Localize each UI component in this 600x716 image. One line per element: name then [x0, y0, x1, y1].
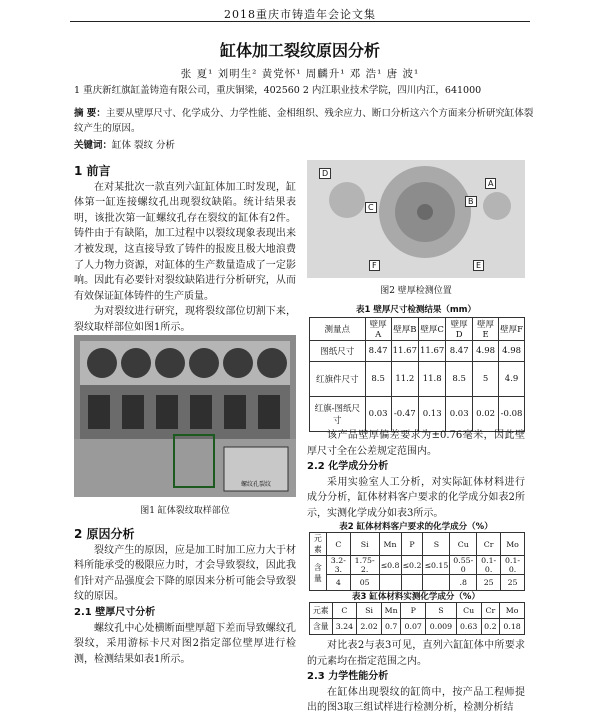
table-row	[310, 397, 525, 432]
table-cell: Mn	[381, 603, 400, 619]
table-row	[310, 341, 525, 362]
table-cell	[379, 575, 401, 591]
figure-1-caption: 图1 缸体裂纹取样部位	[140, 506, 230, 516]
fig2-label-e: E	[473, 260, 484, 271]
table-3-caption: 表3 缸体材料实测化学成分（%）	[352, 592, 480, 602]
paragraph-7: 对比表2与表3可见，直列六缸缸体中所要求的元素均在指定范围之内。	[307, 640, 525, 667]
table-cell: 壁厚D	[446, 318, 473, 341]
section-2-2-title: 2.2 化学成分分析	[307, 461, 389, 473]
table-cell: 图纸尺寸	[310, 341, 366, 362]
table-cell: 11.67	[391, 341, 418, 362]
table-cell: Mn	[379, 533, 401, 556]
table-cell: 3.24	[332, 619, 357, 635]
table-3-header	[310, 603, 525, 619]
table-cell: Cr	[477, 533, 501, 556]
table-cell: C	[332, 603, 357, 619]
paragraph-5: 该产品壁厚偏差要求为±0.76毫米，因此壁厚尺寸全在公差规定范围内。	[307, 430, 525, 457]
table-cell: 25	[477, 575, 501, 591]
table-3	[309, 602, 525, 635]
table-cell: 红旗-图纸尺寸	[310, 397, 366, 432]
table-cell: 红旗件尺寸	[310, 362, 366, 397]
table-cell	[423, 575, 450, 591]
table-row	[310, 575, 525, 591]
paper-title: 缸体加工裂纹原因分析	[219, 41, 380, 60]
table-cell: 壁厚C	[418, 318, 445, 341]
fig2-label-d: D	[319, 168, 331, 179]
figure-2-caption: 图2 壁厚检测位置	[380, 286, 452, 296]
paragraph-3: 裂纹产生的原因，应是加工时加工应力大于材料所能承受的极限应力时，才会导致裂纹，因此我们针对产品强度会下降的原因来分析可能会导致裂纹的原因。	[74, 544, 296, 603]
fig2-label-c: C	[365, 202, 377, 213]
table-cell: 8.5	[365, 362, 391, 397]
table-cell: 0.1-0.	[477, 556, 501, 575]
author-list: 张 夏¹ 刘明生² 黄党怀¹ 周麟升¹ 邓 浩¹ 唐 波¹	[180, 68, 420, 80]
table-row	[310, 362, 525, 397]
keywords-label: 关键词：	[74, 140, 113, 151]
table-row	[310, 619, 525, 635]
header-rule	[70, 21, 530, 22]
table-cell: ≤0.2	[401, 556, 423, 575]
table-cell: 8.47	[365, 341, 391, 362]
left-column	[74, 164, 296, 336]
table-cell: 壁厚B	[391, 318, 418, 341]
table-cell: 8.5	[446, 362, 473, 397]
table-cell: 2.02	[357, 619, 382, 635]
table-row	[310, 556, 525, 575]
table-1-header	[310, 318, 525, 341]
affiliations: 1 重庆新红旗缸盖铸造有限公司，重庆铜梁，402560 2 内江职业技术学院，四川内江，641000	[74, 85, 482, 96]
table-cell: Mo	[500, 603, 525, 619]
table-cell: 4.9	[499, 362, 525, 397]
running-header: 2018重庆市铸造年会论文集	[224, 8, 376, 21]
table-cell: 0.03	[446, 397, 473, 432]
left-column-lower	[74, 527, 296, 667]
section-1-title: 1 前言	[74, 164, 111, 178]
table-cell: 含量	[310, 556, 327, 591]
table-cell: 0.13	[418, 397, 445, 432]
table-cell: 11.2	[391, 362, 418, 397]
table-cell: Cu	[450, 533, 477, 556]
paragraph-2: 为对裂纹进行研究，现将裂纹部位切割下来，裂纹取样部位如图1所示。	[74, 306, 296, 333]
table-cell: ≤0.15	[423, 556, 450, 575]
table-cell: Si	[357, 603, 382, 619]
table-cell: 4.98	[499, 341, 525, 362]
table-cell: 5	[473, 362, 499, 397]
table-cell: 0.03	[365, 397, 391, 432]
table-cell: C	[326, 533, 350, 556]
keywords	[74, 138, 534, 153]
table-cell: Cr	[481, 603, 500, 619]
fig2-label-a: A	[485, 178, 496, 189]
table-cell: 4.98	[473, 341, 499, 362]
engine-block-drawing	[74, 335, 296, 497]
fig2-label-b: B	[465, 196, 477, 207]
right-column-lower	[307, 638, 525, 716]
table-cell: 0.07	[401, 619, 426, 635]
table-cell: 0.18	[500, 619, 525, 635]
table-cell: -0.08	[499, 397, 525, 432]
right-column-middle	[307, 428, 525, 522]
table-cell: 11.67	[418, 341, 445, 362]
table-cell: 壁厚F	[499, 318, 525, 341]
table-cell: 元素	[310, 603, 333, 619]
table-1	[309, 317, 525, 432]
paragraph-4: 螺纹孔中心处横断面壁厚超下差而导致螺纹孔裂纹，采用游标卡尺对图2指定部位壁厚进行检测，检测结果如表1所示。	[74, 622, 296, 665]
table-cell: -0.47	[391, 397, 418, 432]
fig2-label-f: F	[369, 260, 380, 271]
table-cell: .8	[450, 575, 477, 591]
table-cell: ≤0.8	[379, 556, 401, 575]
table-cell: 0.02	[473, 397, 499, 432]
figure-1-photo	[74, 335, 296, 497]
table-cell: S	[426, 603, 457, 619]
table-cell: 测量点	[310, 318, 366, 341]
table-2	[309, 532, 525, 591]
table-cell: 0.55-0	[450, 556, 477, 575]
table-cell: 3.2-3.	[326, 556, 350, 575]
figure-1-inset-label: 螺纹孔裂纹	[240, 481, 271, 488]
table-cell: 4	[326, 575, 350, 591]
paragraph-1: 在对某批次一款直列六缸缸体加工时发现，缸体第一缸连接螺纹孔出现裂纹缺陷。统计结果表明，该批次第一缸螺纹孔存在裂纹的缸体有2件。铸件由于有缺陷，加工过程中以裂纹现象表现出来才被发现，这直接导致了铸件的报废且极大地浪费了人力物力资源，对缸体的生产数量造成了一定影响。因此有必要针对裂纹缺陷进行分析研究，从而有效保证缸体铸件的生产质量。	[74, 181, 296, 302]
table-cell: 0.2	[481, 619, 500, 635]
table-cell: 05	[350, 575, 379, 591]
table-cell: Mo	[501, 533, 525, 556]
table-cell: 25	[501, 575, 525, 591]
table-cell: 1.75-2.	[350, 556, 379, 575]
keywords-text: 缸体 裂纹 分析	[112, 140, 176, 151]
table-2-caption: 表2 缸体材料客户要求的化学成分（%）	[339, 522, 493, 532]
table-cell: 含量	[310, 619, 333, 635]
table-cell: Cu	[456, 603, 481, 619]
abstract	[74, 106, 534, 136]
figure-2-photo	[307, 160, 525, 278]
abstract-label: 摘 要：	[74, 108, 106, 119]
table-cell: 11.8	[418, 362, 445, 397]
section-2-1-title: 2.1 壁厚尺寸分析	[74, 606, 156, 618]
table-cell: P	[401, 533, 423, 556]
table-cell: 元素	[310, 533, 327, 556]
section-2-3-title: 2.3 力学性能分析	[307, 671, 389, 683]
table-cell: 8.47	[446, 341, 473, 362]
paragraph-6: 采用实验室人工分析，对实际缸体材料进行成分分析，缸体材料客户要求的化学成分如表2所示，实测化学成分如表3所示。	[307, 476, 525, 519]
table-cell: 0.63	[456, 619, 481, 635]
section-2-title: 2 原因分析	[74, 527, 135, 541]
table-cell: S	[423, 533, 450, 556]
table-cell: P	[401, 603, 426, 619]
table-cell: 壁厚E	[473, 318, 499, 341]
table-cell: Si	[350, 533, 379, 556]
paragraph-8: 在缸体出现裂纹的缸筒中，按产品工程师提出的图3取三组试样进行检测分析，检测分析结	[307, 686, 525, 714]
table-cell: 壁厚A	[365, 318, 391, 341]
table-1-caption: 表1 壁厚尺寸检测结果（mm）	[355, 305, 477, 315]
abstract-text: 主要从壁厚尺寸、化学成分、力学性能、金相组织、残余应力、断口分析这六个方面来分析研究缸体裂纹产生的原因。	[74, 108, 534, 134]
table-2-header	[310, 533, 525, 556]
table-cell: 0.7	[381, 619, 400, 635]
table-cell	[401, 575, 423, 591]
table-cell: 0.1-0.	[501, 556, 525, 575]
table-cell: 0.009	[426, 619, 457, 635]
